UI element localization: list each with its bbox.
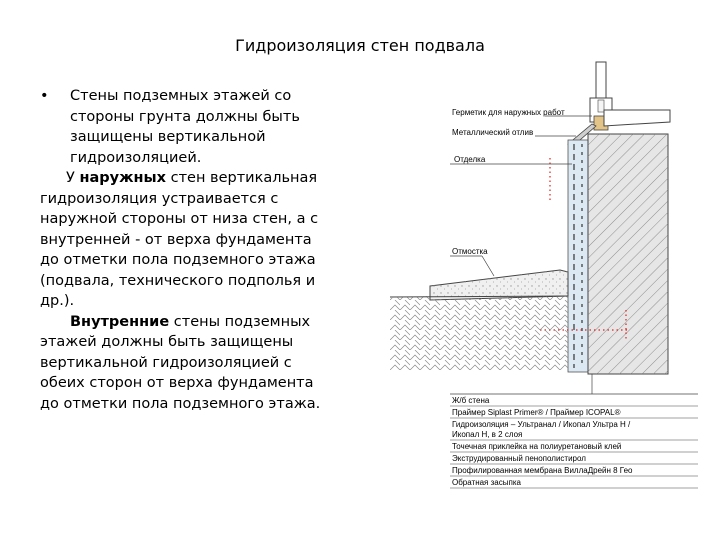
- bullet-line: стороны грунта должны быть: [70, 108, 300, 125]
- paragraph-line: др.).: [40, 293, 75, 309]
- legend-item: Гидроизоляция – Ультранал / Икопал Ультра Н /: [452, 420, 631, 429]
- legend-item: Ж/б стена: [452, 396, 490, 405]
- bullet-marker: •: [40, 88, 49, 104]
- legend-item: Экструдированный пенополистирол: [452, 454, 586, 463]
- bold-term-inner: Внутренние: [70, 313, 170, 330]
- ground-soil: [390, 296, 568, 370]
- bullet-line: гидроизоляцией.: [70, 149, 202, 166]
- paragraph-line: наружной стороны от низа стен, а с: [40, 211, 319, 227]
- paragraph-line: вертикальной гидроизоляцией с: [40, 354, 292, 371]
- paragraph-line: внутренней - от верха фундамента: [40, 231, 312, 248]
- legend-item: Профилированная мембрана ВиллаДрейн 8 Гео: [452, 466, 633, 475]
- waterproofing-section-drawing: [390, 60, 710, 500]
- window-sill: [604, 110, 670, 126]
- paragraph-line: до отметки пола подземного этажа: [40, 252, 316, 268]
- bullet-paragraph: [40, 86, 370, 168]
- paragraph-inner-walls: [40, 312, 370, 415]
- insulation-layer: [568, 140, 588, 372]
- paragraph-first-line: У наружных стен вертикальная: [66, 170, 318, 186]
- bullet-line: Стены подземных этажей со: [70, 88, 292, 104]
- legend-item: Точечная приклейка на полиуретановый клей: [452, 442, 622, 451]
- label-blind-area: Отмостка: [452, 247, 488, 256]
- bold-term-outer: наружных: [79, 170, 166, 186]
- drawing-labels: [450, 107, 565, 256]
- legend-item: Обратная засыпка: [452, 478, 521, 487]
- label-finish: Отделка: [454, 155, 486, 164]
- paragraph-line: до отметки пола подземного этажа.: [40, 395, 321, 412]
- label-flashing: Металлический отлив: [452, 128, 534, 137]
- paragraph-line: (подвала, технического подполья и: [40, 272, 316, 289]
- label-sealant: Герметик для наружных работ: [452, 108, 565, 117]
- layer-legend: [450, 394, 698, 488]
- bullet-line: защищены вертикальной: [70, 129, 266, 145]
- slide-body: [40, 86, 370, 414]
- paragraph-line: этажей должны быть защищены: [40, 334, 294, 350]
- paragraph-line: обеих сторон от верха фундамента: [40, 375, 314, 391]
- legend-item: Праймер Siplast Primer® / Праймер ICOPAL®: [452, 408, 621, 417]
- paragraph-outer-walls: [40, 168, 370, 312]
- paragraph-line: гидроизоляция устраивается с: [40, 190, 279, 207]
- legend-item: Икопал Н, в 2 слоя: [452, 430, 523, 439]
- paragraph-first-line: Внутренние стены подземных: [70, 313, 311, 330]
- slide-title: Гидроизоляция стен подвала: [235, 36, 485, 55]
